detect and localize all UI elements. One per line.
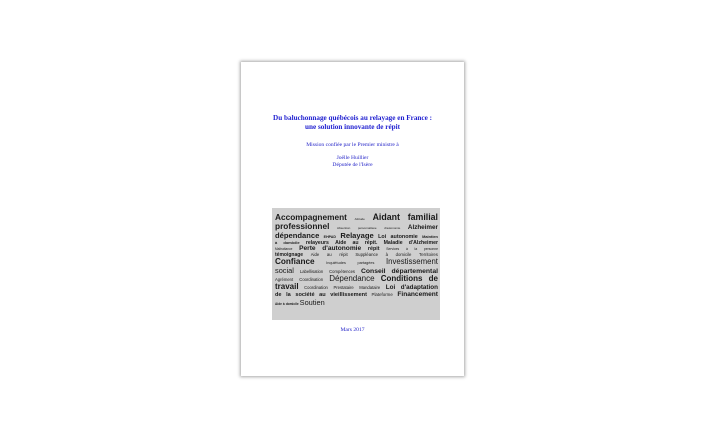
word-cloud-word: vieillissement xyxy=(330,291,367,298)
word-cloud-word: Territoires xyxy=(419,251,438,257)
word-cloud-word: à xyxy=(282,301,285,306)
word-cloud-line xyxy=(275,299,438,307)
title-line-2: une solution innovante de répit xyxy=(304,123,401,131)
word-cloud-word: domicile xyxy=(285,301,299,306)
publication-date: Mars 2017 xyxy=(340,327,365,333)
word-cloud-word: à xyxy=(275,239,278,245)
word-cloud-word: Aide xyxy=(275,301,282,306)
word-cloud-line xyxy=(275,275,438,283)
author-name: Joëlle Huillier xyxy=(336,155,369,161)
word-cloud-word: Coordination xyxy=(304,285,328,291)
word-cloud-word: Aidant xyxy=(372,212,400,222)
word-cloud-word: Conditions xyxy=(380,273,423,283)
word-cloud-word: personne xyxy=(423,246,438,251)
word-cloud-word: domicile xyxy=(283,239,300,245)
word-cloud-word: de xyxy=(428,273,438,283)
word-cloud-word: Conseil xyxy=(360,267,386,275)
word-cloud-word: société xyxy=(295,291,315,298)
word-cloud-word: Absention xyxy=(336,226,351,231)
word-cloud-word: d'Alzheimer xyxy=(408,239,438,246)
word-cloud-word: Agrément xyxy=(275,276,294,282)
word-cloud-word: Dépendance xyxy=(329,273,375,283)
word-cloud-word: Relayage xyxy=(340,230,374,240)
word-cloud-word: d'autonomie xyxy=(384,226,401,231)
word-cloud-word: répit. xyxy=(364,239,378,246)
word-cloud-word: Financement xyxy=(397,290,438,298)
title-line-1: Du baluchonnage québécois au relayage en France : xyxy=(273,114,432,122)
word-cloud-word: professionnel xyxy=(275,221,330,232)
word-cloud-word: Perte xyxy=(299,244,316,252)
word-cloud-word: Aide xyxy=(310,251,320,257)
document-cover-page xyxy=(241,62,464,376)
word-cloud-word: Compétences xyxy=(329,268,355,274)
word-cloud-word: au xyxy=(352,239,359,246)
word-cloud-word: Aide xyxy=(335,239,347,246)
word-cloud-word: répit xyxy=(367,245,380,252)
word-cloud-word: témoignage xyxy=(275,251,304,258)
word-cloud-word: au xyxy=(319,291,326,298)
word-cloud-word: de xyxy=(275,291,282,298)
word-cloud-word: dépendance xyxy=(275,230,320,240)
word-cloud-word: à xyxy=(405,246,408,251)
word-cloud-word: Plateforme xyxy=(371,291,393,297)
word-cloud-word: Inquiétudes xyxy=(326,261,346,266)
word-cloud-word: travail xyxy=(275,282,299,292)
word-cloud-word: personnalisée xyxy=(357,226,377,231)
word-cloud-word: la xyxy=(414,246,418,251)
word-cloud-word: Suppléance xyxy=(355,251,379,257)
word-cloud-word: répit xyxy=(339,251,348,257)
word-cloud-word: Maltraitance xyxy=(275,246,293,251)
word-cloud-word: Investissement xyxy=(385,257,438,267)
word-cloud-word: Mandataire xyxy=(359,285,381,291)
word-cloud-word: Soutien xyxy=(299,297,325,307)
word-cloud-word: Accompagnement xyxy=(275,212,347,222)
word-cloud-word: Coordination xyxy=(299,276,324,282)
word-cloud-word: la xyxy=(286,291,291,298)
word-cloud-word: d'adaptation xyxy=(400,284,438,292)
word-cloud-word: social xyxy=(275,265,294,275)
author-role: Députée de l'Isère xyxy=(332,162,373,169)
author-block xyxy=(241,155,464,170)
word-cloud-word: autonomie xyxy=(390,233,418,240)
word-cloud-word: au xyxy=(326,251,332,257)
word-cloud-image xyxy=(272,208,440,320)
document-title xyxy=(241,114,464,132)
word-cloud-word: domicile xyxy=(395,251,412,257)
word-cloud-word: Loi xyxy=(385,284,396,292)
word-cloud-word: EHPAD xyxy=(323,234,336,239)
word-cloud-word: partagées xyxy=(357,261,375,266)
word-cloud-word: départemental xyxy=(391,267,438,275)
word-cloud-word: Loi xyxy=(378,233,387,240)
word-cloud-word: Services xyxy=(386,246,400,251)
mission-statement: Mission confiée par le Premier ministre à xyxy=(306,142,399,148)
word-cloud-word: Labellisation xyxy=(299,268,324,274)
word-cloud-word: familial xyxy=(407,212,438,222)
word-cloud-word: Maladie xyxy=(383,239,403,246)
word-cloud-word: Alzheimer xyxy=(407,224,438,232)
word-cloud-word: à xyxy=(385,251,389,257)
word-cloud-word: Attitude xyxy=(354,217,365,221)
word-cloud-word: Maintien xyxy=(422,233,438,239)
word-cloud-word: d'autonomie xyxy=(322,244,362,252)
word-cloud-word: Prestataire xyxy=(333,285,354,291)
word-cloud-word: relayeurs xyxy=(305,239,329,246)
word-cloud-line xyxy=(275,258,438,267)
word-cloud-word: Confiance xyxy=(275,257,315,267)
